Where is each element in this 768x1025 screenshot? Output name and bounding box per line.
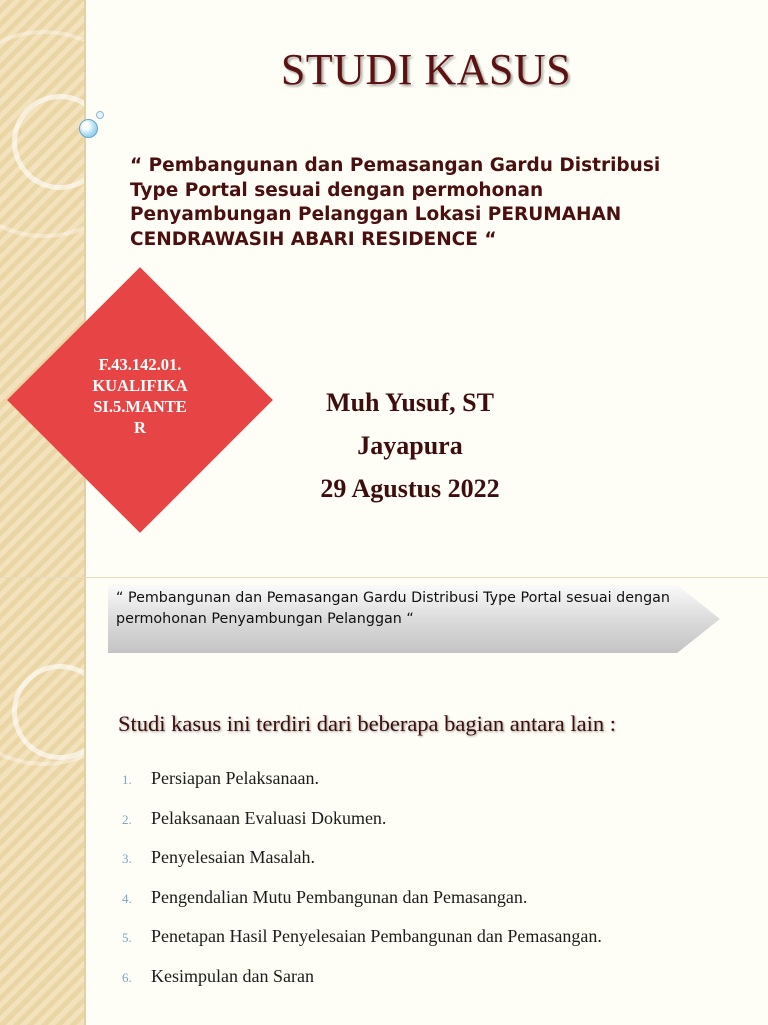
list-item	[118, 887, 738, 927]
parts-list	[118, 768, 738, 1005]
author-name: Muh Yusuf, ST	[326, 388, 494, 417]
list-text: Pengendalian Mutu Pembangunan dan Pemasangan.	[151, 886, 528, 907]
left-decorative-strip	[0, 578, 86, 1025]
list-text: Pelaksanaan Evaluasi Dokumen.	[151, 807, 387, 828]
diamond-line: SI.5.MANTE	[93, 397, 187, 416]
list-item	[118, 847, 738, 887]
diamond-line: R	[134, 418, 146, 437]
slide-title: STUDI KASUS	[280, 45, 572, 94]
diamond-line: KUALIFIKA	[92, 376, 188, 395]
bubble-icon	[96, 111, 104, 119]
list-text: Penyelesaian Masalah.	[151, 847, 315, 867]
list-text: Penetapan Hasil Penyelesaian Pembangunan dan Pemasangan.	[151, 926, 602, 946]
author-location: Jayapura	[357, 431, 463, 460]
code-diamond	[8, 268, 272, 532]
list-number: 5.	[122, 930, 132, 945]
list-item	[118, 966, 738, 1006]
bubble-icon	[79, 119, 98, 138]
project-quote: “ Pembangunan dan Pemasangan Gardu Distribusi Type Portal sesuai dengan permohonan Penyambungan Pelanggan Lokasi PERUMAHAN CENDRAWASIH ABARI RESIDENCE “	[130, 155, 661, 250]
list-item	[118, 768, 738, 808]
list-number: 3.	[122, 851, 132, 866]
presentation-date: 29 Agustus 2022	[320, 474, 500, 503]
list-text: Kesimpulan dan Saran	[151, 965, 314, 986]
list-item	[118, 808, 738, 848]
list-number: 2.	[122, 811, 132, 827]
list-number: 6.	[122, 969, 132, 985]
list-number: 1.	[122, 772, 132, 787]
banner-quote: “ Pembangunan dan Pemasangan Gardu Distribusi Type Portal sesuai dengan permohonan Penyambungan Pelanggan “	[116, 590, 670, 627]
diamond-code-text	[70, 354, 210, 438]
slide-2	[0, 577, 768, 1025]
list-text: Persiapan Pelaksanaan.	[151, 768, 319, 788]
list-item	[118, 926, 738, 966]
list-number: 4.	[122, 890, 132, 906]
section-heading: Studi kasus ini terdiri dari beberapa bagian antara lain :	[118, 711, 616, 736]
diamond-line: F.43.142.01.	[98, 355, 182, 374]
